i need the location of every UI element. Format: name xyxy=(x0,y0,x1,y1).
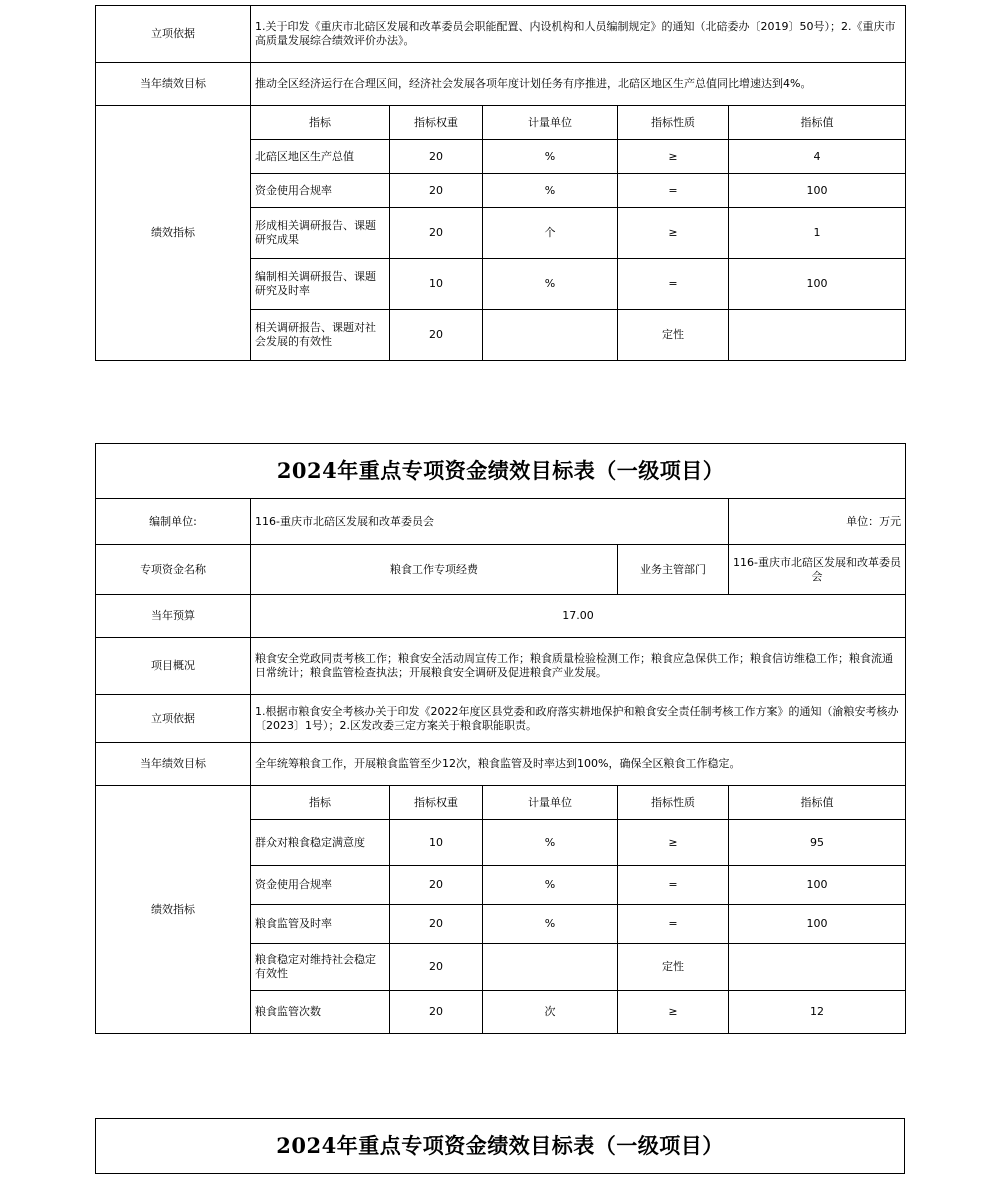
indicator-nature: ≥ xyxy=(618,208,729,259)
performance-table-continued xyxy=(95,5,906,361)
indicator-nature: 定性 xyxy=(618,310,729,361)
col-value: 指标值 xyxy=(729,106,906,140)
goal-row xyxy=(96,743,906,786)
col-indicator: 指标 xyxy=(251,786,390,820)
dept-value: 116-重庆市北碚区发展和改革委员会 xyxy=(729,545,906,595)
indicator-unit: % xyxy=(483,259,618,310)
indicators-label: 绩效指标 xyxy=(96,106,251,361)
indicator-name: 北碚区地区生产总值 xyxy=(251,140,390,174)
indicator-value: 12 xyxy=(729,991,906,1034)
indicator-nature: ≥ xyxy=(618,140,729,174)
col-indicator: 指标 xyxy=(251,106,390,140)
basis-label: 立项依据 xyxy=(96,695,251,743)
indicator-value: 100 xyxy=(729,259,906,310)
indicator-value xyxy=(729,310,906,361)
budget-row xyxy=(96,595,906,638)
indicator-nature: ≥ xyxy=(618,820,729,866)
unit-note: 单位：万元 xyxy=(729,499,906,545)
indicator-name: 编制相关调研报告、课题研究及时率 xyxy=(251,259,390,310)
basis-row xyxy=(96,695,906,743)
indicator-weight: 20 xyxy=(390,944,483,991)
indicator-name: 粮食监管及时率 xyxy=(251,905,390,944)
indicator-value: 100 xyxy=(729,905,906,944)
basis-text: 1.根据市粮食安全考核办关于印发《2022年度区县党委和政府落实耕地保护和粮食安全责任制考核工作方案》的通知（渝粮安考核办〔2023〕1号）；2.区发改委三定方案关于粮食职能职责。 xyxy=(251,695,906,743)
indicator-unit: 个 xyxy=(483,208,618,259)
indicator-unit: % xyxy=(483,140,618,174)
indicator-name: 资金使用合规率 xyxy=(251,866,390,905)
dept-label: 业务主管部门 xyxy=(618,545,729,595)
goal-row xyxy=(96,63,906,106)
indicators-label: 绩效指标 xyxy=(96,786,251,1034)
fund-name-value: 粮食工作专项经费 xyxy=(251,545,618,595)
goal-text: 全年统筹粮食工作，开展粮食监管至少12次，粮食监管及时率达到100%，确保全区粮食工作稳定。 xyxy=(251,743,906,786)
indicator-value: 95 xyxy=(729,820,906,866)
goal-label: 当年绩效目标 xyxy=(96,63,251,106)
budget-value: 17.00 xyxy=(251,595,906,638)
col-nature: 指标性质 xyxy=(618,106,729,140)
table-title: 2024年重点专项资金绩效目标表（一级项目） xyxy=(96,1119,905,1174)
overview-label: 项目概况 xyxy=(96,638,251,695)
indicator-value: 100 xyxy=(729,866,906,905)
indicator-unit: % xyxy=(483,905,618,944)
compiler-label: 编制单位: xyxy=(96,499,251,545)
indicator-unit xyxy=(483,310,618,361)
fund-name-label: 专项资金名称 xyxy=(96,545,251,595)
fund-row xyxy=(96,545,906,595)
title-row xyxy=(96,1119,905,1174)
indicator-unit xyxy=(483,944,618,991)
indicator-name: 粮食监管次数 xyxy=(251,991,390,1034)
compiler-value: 116-重庆市北碚区发展和改革委员会 xyxy=(251,499,729,545)
indicator-nature: = xyxy=(618,866,729,905)
indicator-nature: ≥ xyxy=(618,991,729,1034)
indicator-nature: = xyxy=(618,174,729,208)
indicator-unit: 次 xyxy=(483,991,618,1034)
indicator-weight: 20 xyxy=(390,866,483,905)
basis-label: 立项依据 xyxy=(96,6,251,63)
table-title: 2024年重点专项资金绩效目标表（一级项目） xyxy=(96,444,906,499)
indicator-unit: % xyxy=(483,866,618,905)
indicator-weight: 20 xyxy=(390,208,483,259)
indicator-weight: 10 xyxy=(390,820,483,866)
basis-row xyxy=(96,6,906,63)
indicator-weight: 20 xyxy=(390,310,483,361)
col-weight: 指标权重 xyxy=(390,786,483,820)
indicator-nature: 定性 xyxy=(618,944,729,991)
col-nature: 指标性质 xyxy=(618,786,729,820)
indicator-unit: % xyxy=(483,174,618,208)
indicator-value: 4 xyxy=(729,140,906,174)
indicator-value: 1 xyxy=(729,208,906,259)
basis-text: 1.关于印发《重庆市北碚区发展和改革委员会职能配置、内设机构和人员编制规定》的通知（北碚委办〔2019〕50号）；2.《重庆市高质量发展综合绩效评价办法》。 xyxy=(251,6,906,63)
budget-label: 当年预算 xyxy=(96,595,251,638)
indicator-name: 粮食稳定对维持社会稳定有效性 xyxy=(251,944,390,991)
indicator-nature: = xyxy=(618,259,729,310)
indicator-name: 群众对粮食稳定满意度 xyxy=(251,820,390,866)
indicator-weight: 10 xyxy=(390,259,483,310)
goal-text: 推动全区经济运行在合理区间，经济社会发展各项年度计划任务有序推进，北碚区地区生产总值同比增速达到4%。 xyxy=(251,63,906,106)
indicator-value xyxy=(729,944,906,991)
indicator-header-row xyxy=(96,106,906,140)
indicator-weight: 20 xyxy=(390,140,483,174)
indicator-weight: 20 xyxy=(390,174,483,208)
overview-text: 粮食安全党政同责考核工作；粮食安全活动周宣传工作；粮食质量检验检测工作；粮食应急保供工作；粮食信访维稳工作；粮食流通日常统计；粮食监管检查执法；开展粮食安全调研及促进粮食产业发展。 xyxy=(251,638,906,695)
indicator-name: 形成相关调研报告、课题研究成果 xyxy=(251,208,390,259)
col-weight: 指标权重 xyxy=(390,106,483,140)
col-value: 指标值 xyxy=(729,786,906,820)
performance-table-next xyxy=(95,1118,905,1174)
col-unit: 计量单位 xyxy=(483,106,618,140)
compiler-row xyxy=(96,499,906,545)
col-unit: 计量单位 xyxy=(483,786,618,820)
indicator-value: 100 xyxy=(729,174,906,208)
overview-row xyxy=(96,638,906,695)
indicator-weight: 20 xyxy=(390,991,483,1034)
indicator-unit: % xyxy=(483,820,618,866)
title-row xyxy=(96,444,906,499)
performance-table-grain xyxy=(95,443,906,1034)
goal-label: 当年绩效目标 xyxy=(96,743,251,786)
indicator-nature: = xyxy=(618,905,729,944)
indicator-weight: 20 xyxy=(390,905,483,944)
indicator-name: 资金使用合规率 xyxy=(251,174,390,208)
indicator-header-row xyxy=(96,786,906,820)
indicator-name: 相关调研报告、课题对社会发展的有效性 xyxy=(251,310,390,361)
